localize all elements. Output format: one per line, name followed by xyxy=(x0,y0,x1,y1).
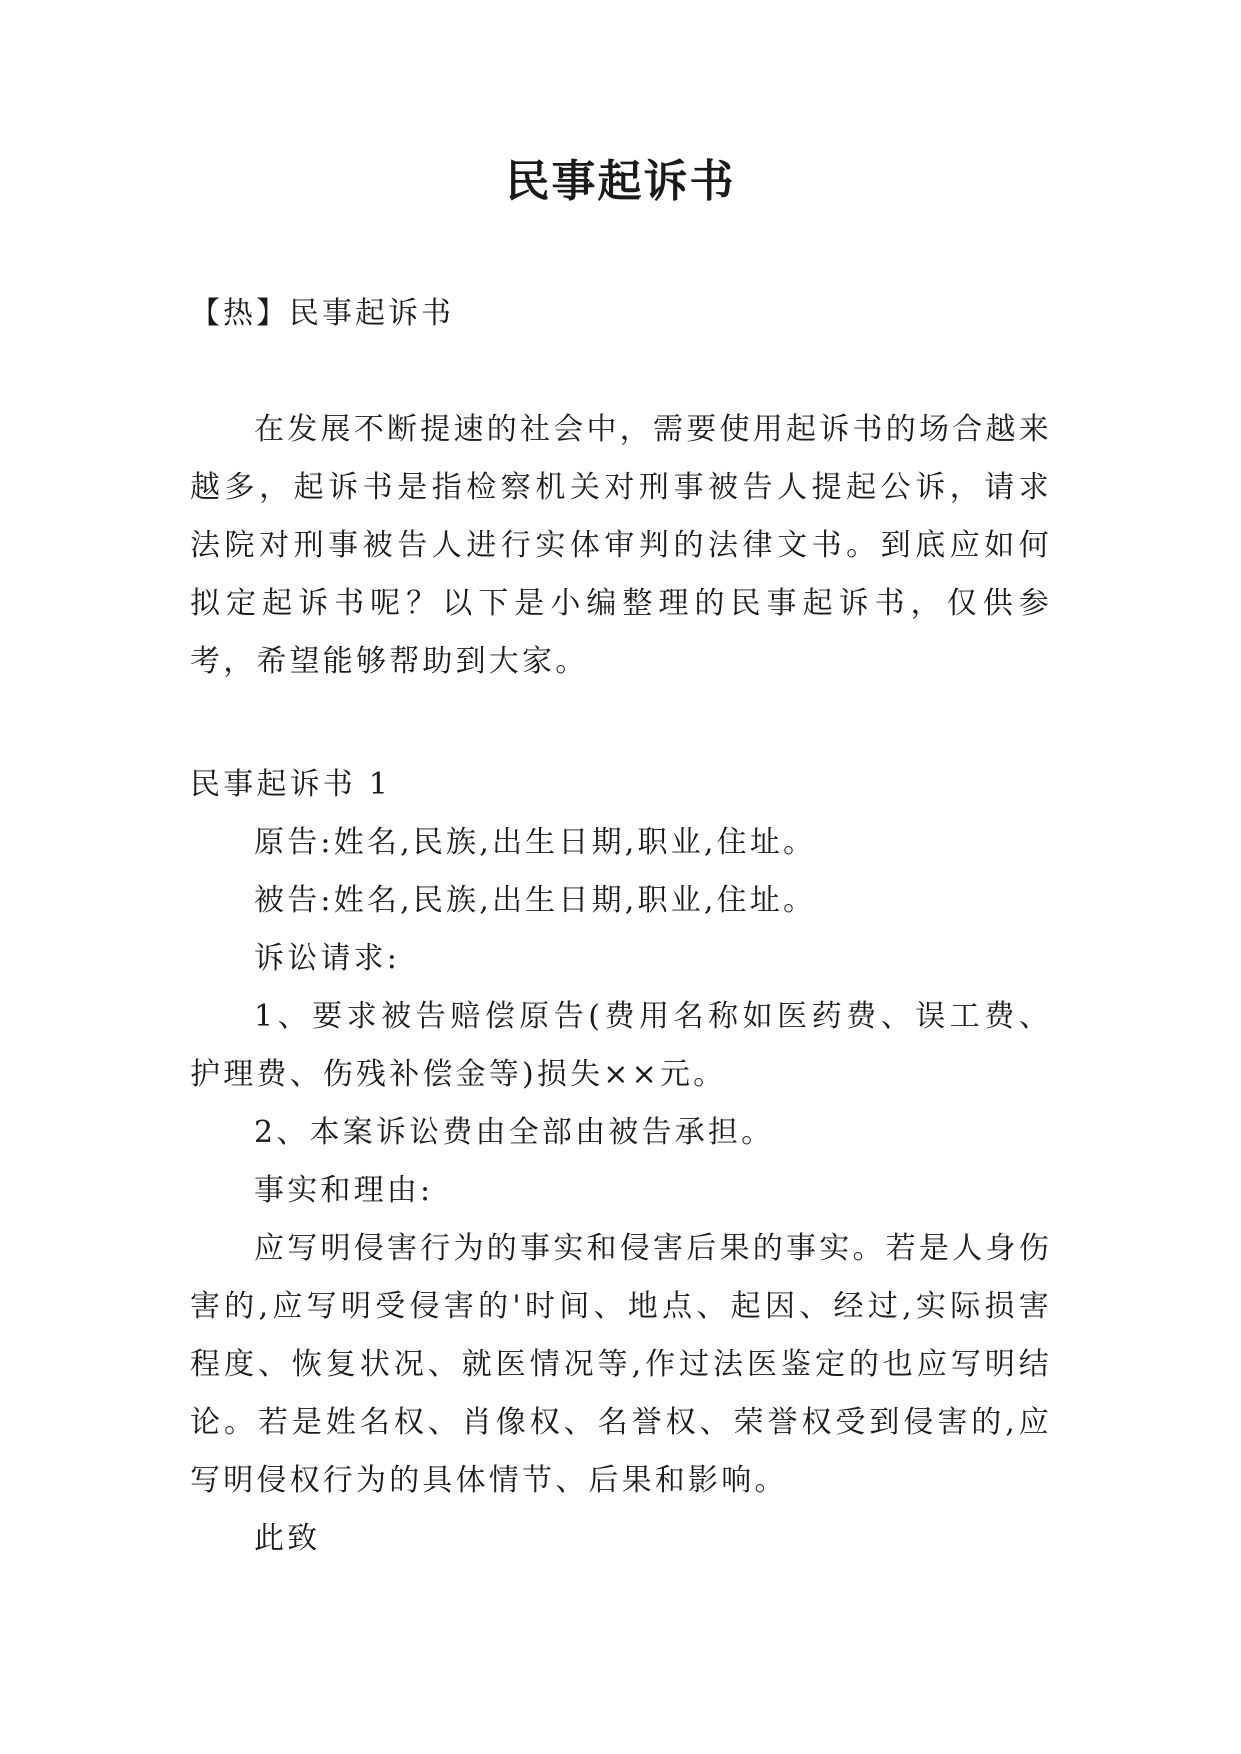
intro-paragraph: 在发展不断提速的社会中，需要使用起诉书的场合越来越多，起诉书是指检察机关对刑事被告人提起公诉，请求法院对刑事被告人进行实体审判的法律文书。到底应如何拟定起诉书呢？以下是小编整理的民事起诉书，仅供参考，希望能够帮助到大家。 xyxy=(190,412,1052,679)
facts-heading: 事实和理由: xyxy=(254,1173,434,1208)
claim-item-2: 2、本案诉讼费由全部由被告承担。 xyxy=(254,1115,775,1150)
document-subtitle: 【热】民事起诉书 xyxy=(190,296,454,331)
section-heading: 民事起诉书 1 xyxy=(190,767,392,802)
document-title: 民事起诉书 xyxy=(505,156,736,207)
plaintiff-line: 原告:姓名,民族,出生日期,职业,住址。 xyxy=(254,825,817,860)
defendant-line: 被告:姓名,民族,出生日期,职业,住址。 xyxy=(254,883,817,918)
facts-paragraph: 应写明侵害行为的事实和侵害后果的事实。若是人身伤害的,应写明受侵害的'时间、地点、起因、经过,实际损害程度、恢复状况、就医情况等,作过法医鉴定的也应写明结论。若是姓名权、肖像权、名誉权、荣誉权受到侵害的,应写明侵权行为的具体情节、后果和影响。 xyxy=(190,1231,1052,1498)
claim-item-1: 1、要求被告赔偿原告(费用名称如医药费、误工费、护理费、伤残补偿金等)损失××元。 xyxy=(190,999,1052,1092)
complaint-section xyxy=(190,756,1052,1568)
claims-heading: 诉讼请求: xyxy=(254,941,401,976)
closing-line: 此致 xyxy=(254,1521,321,1556)
